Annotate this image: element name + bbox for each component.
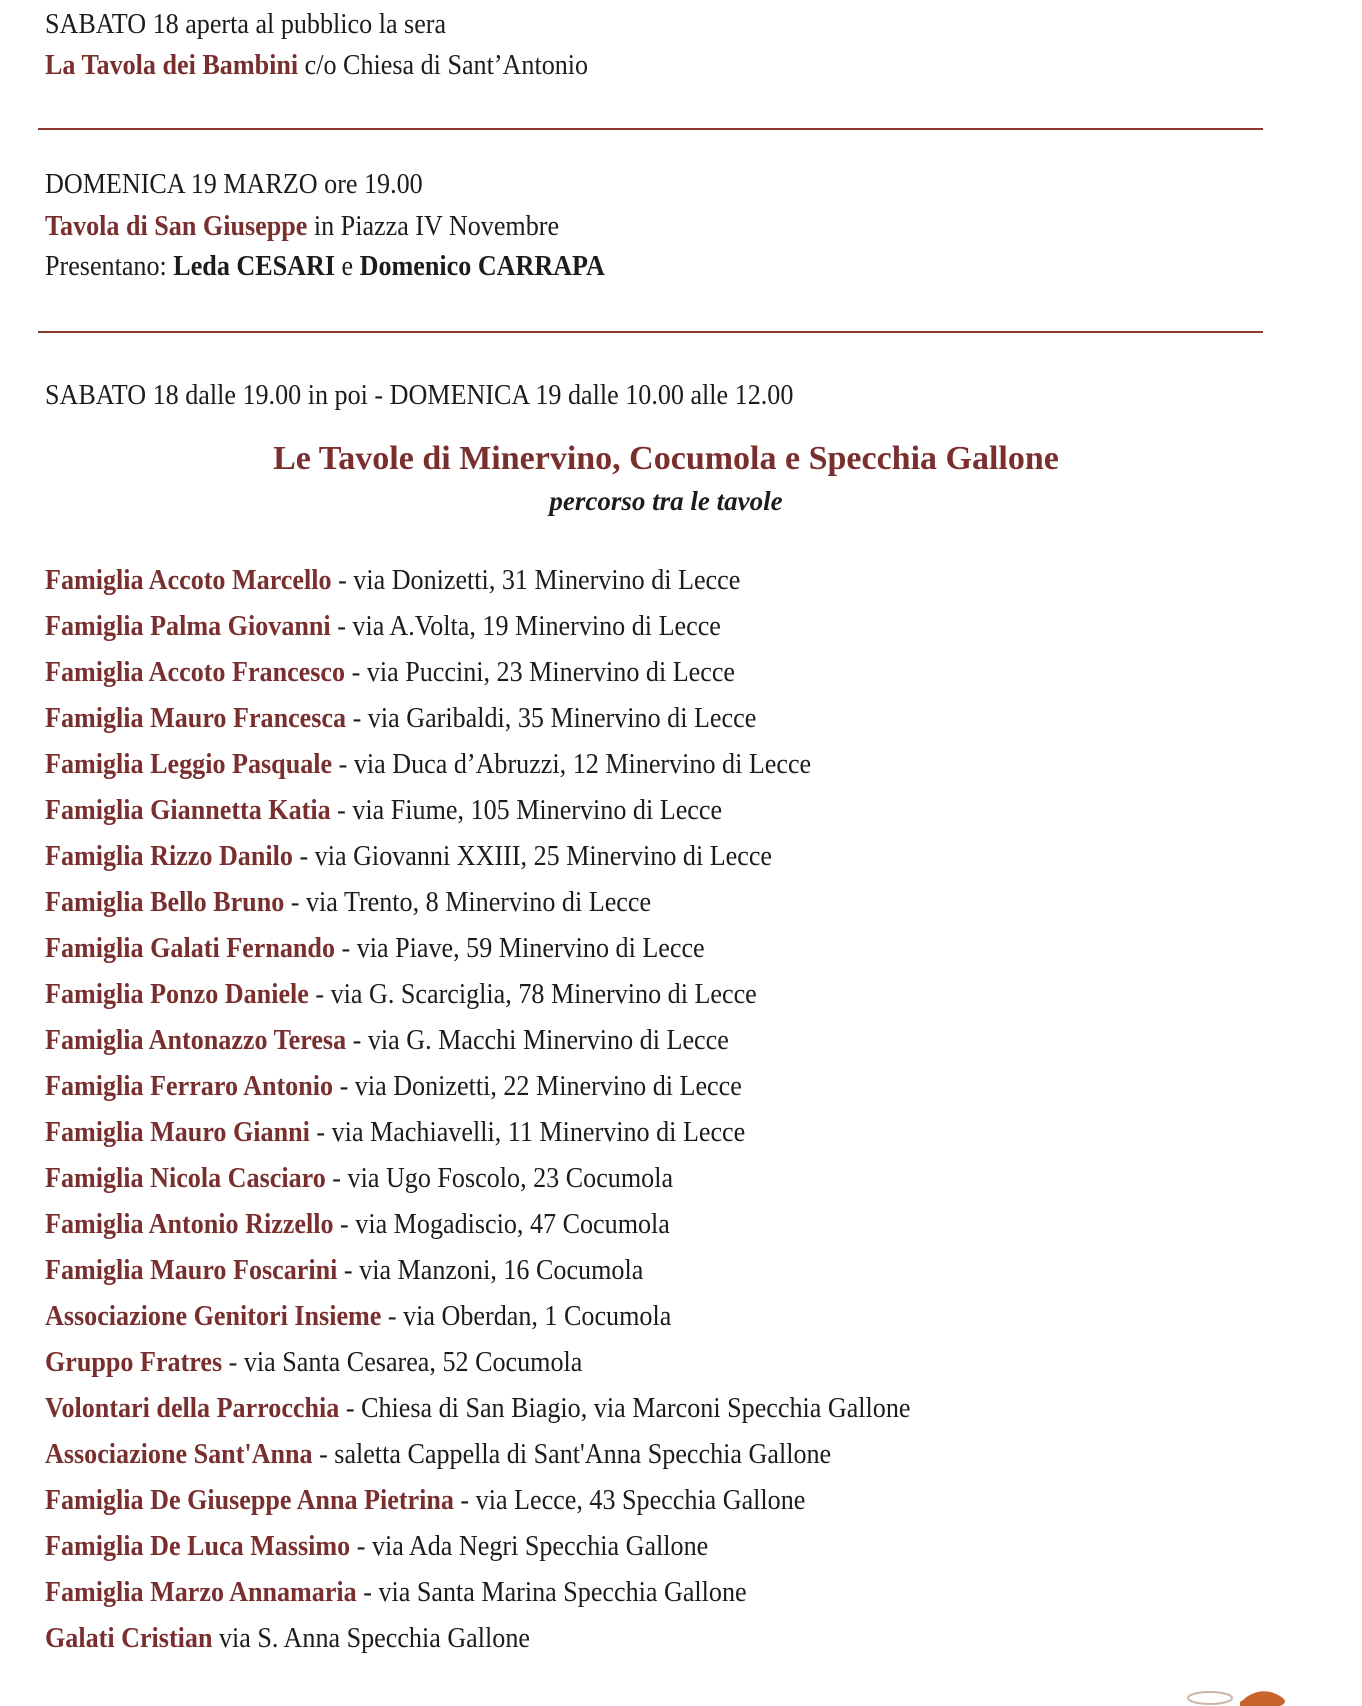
entry-address: via S. Anna Specchia Gallone [212,1622,530,1654]
entry-name: Famiglia Ferraro Antonio [45,1070,334,1102]
list-item [45,838,910,884]
entry-address: - via Puccini, 23 Minervino di Lecce [345,656,736,688]
entry-address: - via Trento, 8 Minervino di Lecce [284,886,652,918]
section1-event-location: c/o Chiesa di Sant’Antonio [298,49,589,81]
entry-address: - via Lecce, 43 Specchia Gallone [453,1484,806,1516]
list-item [45,654,910,700]
presenter-2: Domenico CARRAPA [359,250,605,282]
list-item [45,930,910,976]
entry-address: - via A.Volta, 19 Minervino di Lecce [330,610,721,642]
entry-address: - via G. Scarciglia, 78 Minervino di Lecce [308,978,757,1010]
section1-date-line: SABATO 18 aperta al pubblico la sera [45,8,447,40]
entry-name: Famiglia Rizzo Danilo [45,840,293,872]
section1-event-name: La Tavola dei Bambini [45,49,299,81]
entry-address: - via Santa Cesarea, 52 Cocumola [222,1346,583,1378]
entry-name: Volontari della Parrocchia [45,1392,340,1424]
list-item [45,746,910,792]
list-item [45,700,910,746]
section2-event-location: in Piazza IV Novembre [307,210,560,242]
entry-name: Famiglia Mauro Foscarini [45,1254,338,1286]
entry-name: Famiglia Leggio Pasquale [45,748,333,780]
entry-name: Famiglia De Giuseppe Anna Pietrina [45,1484,454,1516]
entry-address: - via Donizetti, 22 Minervino di Lecce [333,1070,742,1102]
section2-event-name: Tavola di San Giuseppe [45,210,308,242]
presenters-join: e [335,250,360,282]
section-divider [38,331,1263,333]
entry-address: - via Fiume, 105 Minervino di Lecce [330,794,723,826]
entry-address: - via Giovanni XXIII, 25 Minervino di Lecce [292,840,773,872]
entry-address: - via Duca d’Abruzzi, 12 Minervino di Lecce [332,748,812,780]
entry-name: Famiglia Galati Fernando [45,932,335,964]
list-item [45,792,910,838]
list-item [45,1022,910,1068]
section3-subtitle: percorso tra le tavole [549,486,783,516]
entry-name: Famiglia Antonio Rizzello [45,1208,334,1240]
entry-name: Famiglia Giannetta Katia [45,794,331,826]
presenter-1: Leda CESARI [173,250,336,282]
entry-address: - via Donizetti, 31 Minervino di Lecce [331,564,741,596]
entry-name: Associazione Genitori Insieme [45,1300,382,1332]
entry-address: - via Manzoni, 16 Cocumola [337,1254,644,1286]
list-item [45,1620,910,1666]
list-item [45,562,910,608]
list-item [45,1298,910,1344]
presenters-label: Presentano: [45,250,174,282]
list-item [45,1344,910,1390]
entry-address: - via Santa Marina Specchia Gallone [356,1576,747,1608]
list-item [45,884,910,930]
entry-address: - via Ada Negri Specchia Gallone [350,1530,709,1562]
section2-event-line [45,208,559,244]
section3-title: Le Tavole di Minervino, Cocumola e Specchia Gallone [273,440,1059,477]
entry-name: Famiglia Accoto Francesco [45,656,346,688]
section-divider [38,128,1263,130]
list-item [45,1206,910,1252]
tables-list [45,562,1007,1666]
list-item [45,1482,910,1528]
list-item [45,976,910,1022]
list-item [45,1436,910,1482]
entry-name: Famiglia Marzo Annamaria [45,1576,357,1608]
entry-name: Famiglia Mauro Francesca [45,702,347,734]
entry-name: Gruppo Fratres [45,1346,223,1378]
entry-address: - saletta Cappella di Sant'Anna Specchia Gallone [312,1438,832,1470]
entry-address: - via Ugo Foscolo, 23 Cocumola [325,1162,674,1194]
decorative-illustration-icon [1180,1676,1310,1706]
list-item [45,608,910,654]
entry-name: Famiglia Antonazzo Teresa [45,1024,347,1056]
entry-address: - via Piave, 59 Minervino di Lecce [334,932,705,964]
section1-event-line [45,47,588,83]
section3-schedule: SABATO 18 dalle 19.00 in poi - DOMENICA 19 dalle 10.00 alle 12.00 [45,379,794,411]
entry-name: Famiglia De Luca Massimo [45,1530,351,1562]
list-item [45,1114,910,1160]
entry-name: Famiglia Palma Giovanni [45,610,331,642]
entry-name: Famiglia Mauro Gianni [45,1116,310,1148]
entry-address: - Chiesa di San Biagio, via Marconi Specchia Gallone [339,1392,911,1424]
entry-address: - via Oberdan, 1 Cocumola [381,1300,672,1332]
list-item [45,1252,910,1298]
entry-address: - via Garibaldi, 35 Minervino di Lecce [346,702,757,734]
list-item [45,1160,910,1206]
list-item [45,1574,910,1620]
entry-address: - via G. Macchi Minervino di Lecce [346,1024,729,1056]
entry-address: - via Mogadiscio, 47 Cocumola [333,1208,670,1240]
list-item [45,1390,910,1436]
section2-time: ore 19.00 [317,168,423,200]
entry-address: - via Machiavelli, 11 Minervino di Lecce [309,1116,746,1148]
entry-name: Galati Cristian [45,1622,213,1654]
entry-name: Famiglia Bello Bruno [45,886,285,918]
entry-name: Famiglia Ponzo Daniele [45,978,309,1010]
entry-name: Associazione Sant'Anna [45,1438,313,1470]
entry-name: Famiglia Accoto Marcello [45,564,332,596]
list-item [45,1528,910,1574]
section2-date: DOMENICA 19 MARZO [45,168,318,200]
section2-date-line [45,166,423,202]
list-item [45,1068,910,1114]
entry-name: Famiglia Nicola Casciaro [45,1162,326,1194]
section2-presenters-line [45,248,605,284]
